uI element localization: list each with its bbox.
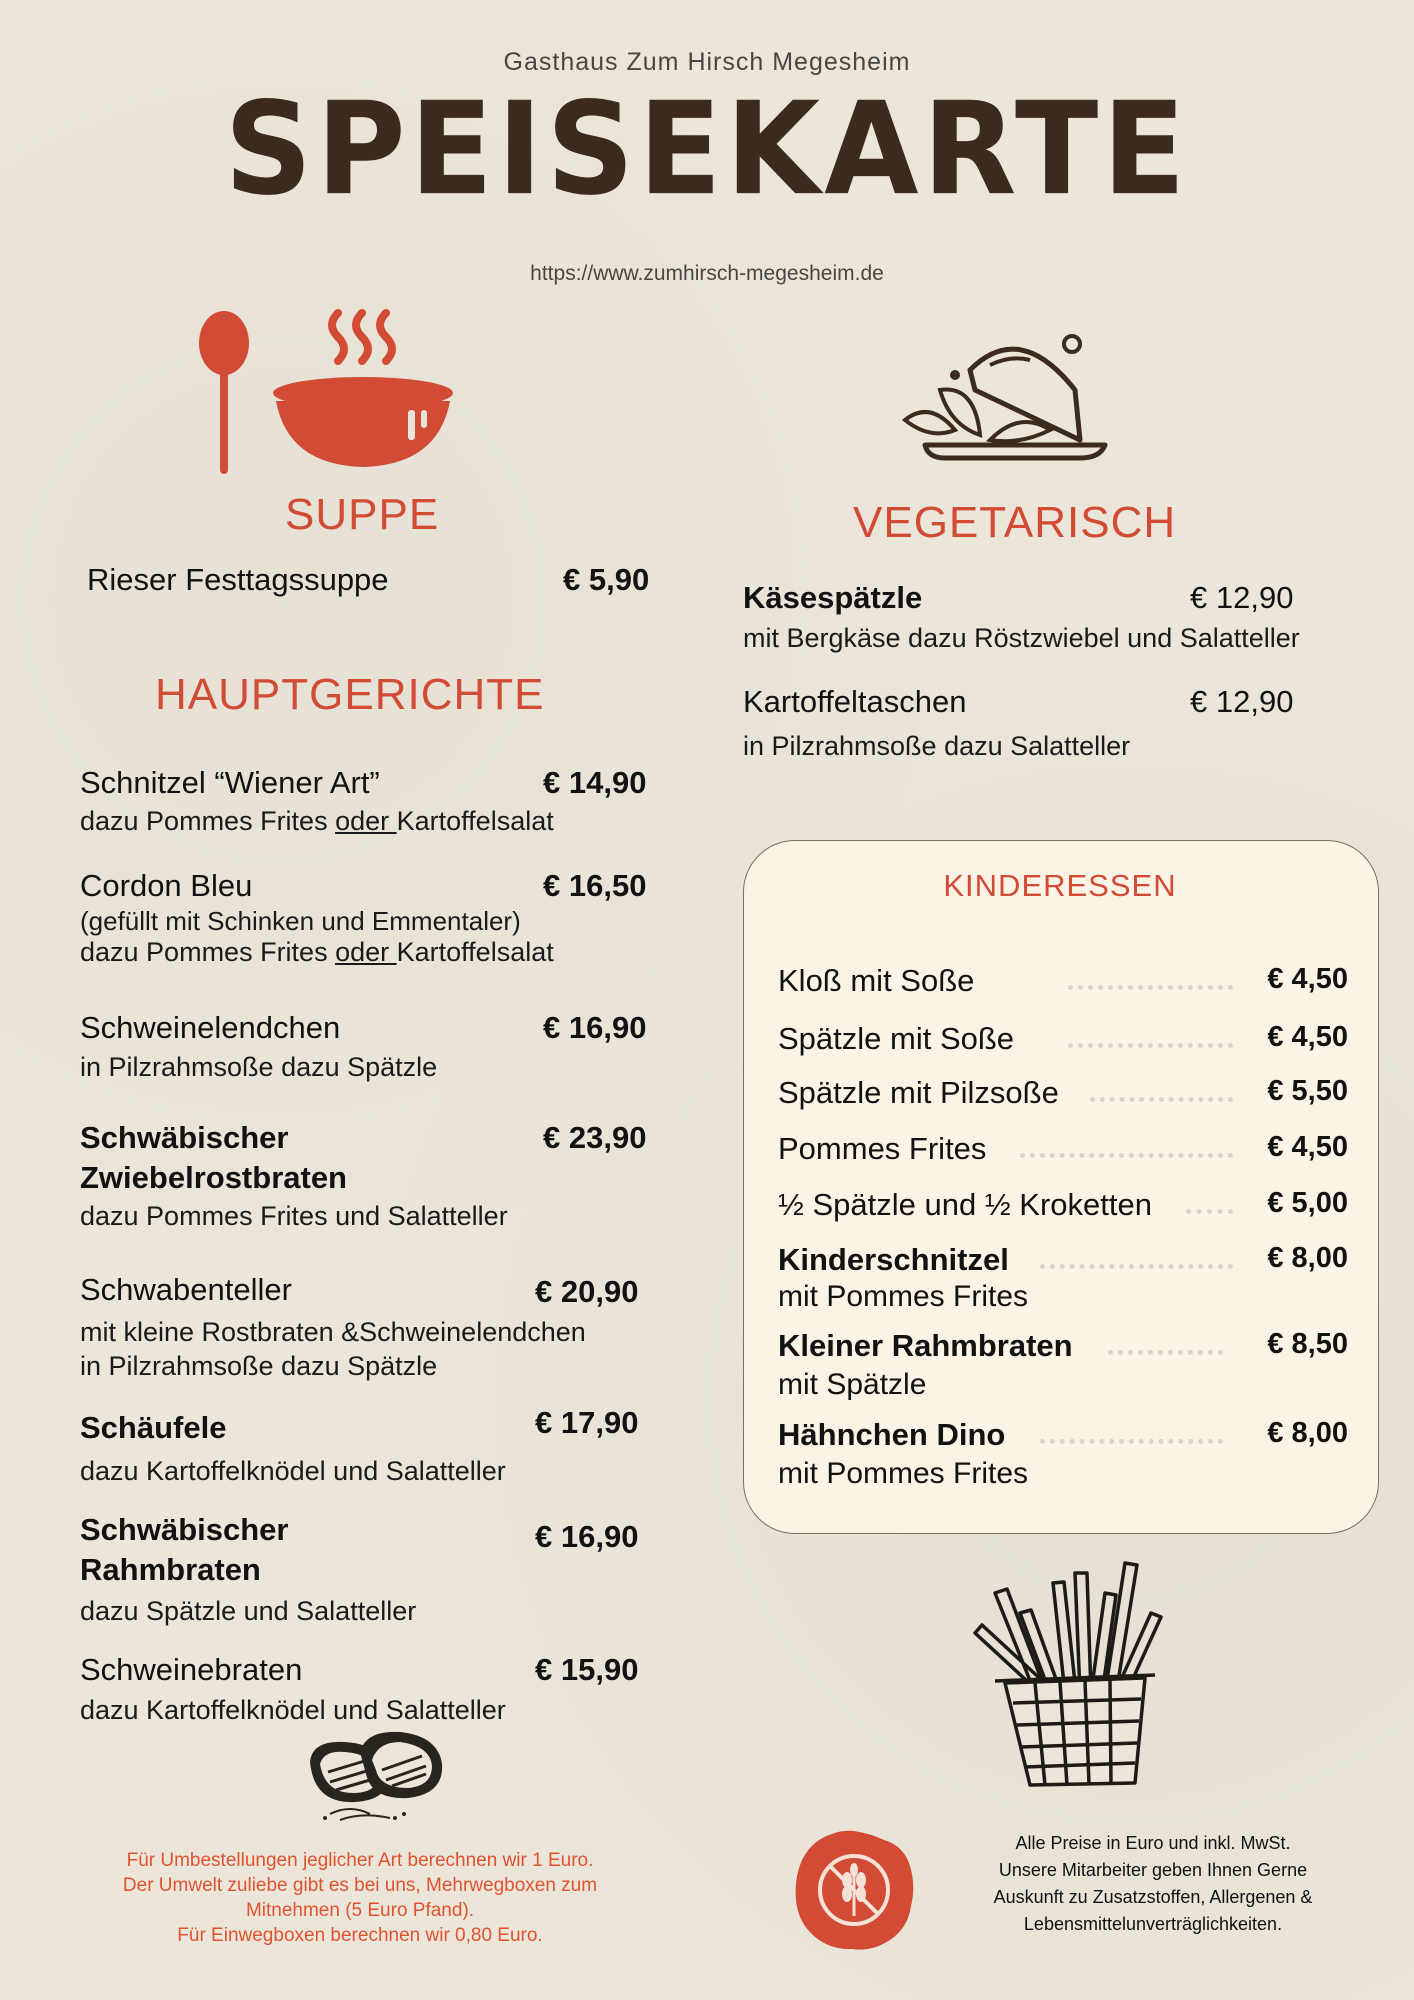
kids-item-name: ½ Spätzle und ½ Kroketten xyxy=(778,1187,1152,1222)
kids-item-name: Kleiner Rahmbraten xyxy=(778,1328,1073,1363)
main-item-name: Schwäbischer xyxy=(80,1120,289,1155)
main-item-name: Schwäbischer xyxy=(80,1512,289,1547)
kids-item-name: Kloß mit Soße xyxy=(778,963,975,998)
main-item-name: Rahmbraten xyxy=(80,1552,261,1587)
main-item-description: dazu Kartoffelknödel und Salatteller xyxy=(80,1456,506,1486)
kids-item-name: Pommes Frites xyxy=(778,1131,987,1166)
kids-item-price: € 5,00 xyxy=(1267,1187,1348,1219)
website-link[interactable]: https://www.zumhirsch-megesheim.de xyxy=(530,262,884,285)
kids-item-name: Spätzle mit Pilzsoße xyxy=(778,1075,1059,1110)
kids-item-name: Kinderschnitzel xyxy=(778,1242,1009,1277)
kids-item xyxy=(778,1328,1348,1362)
spoon-icon xyxy=(195,308,255,478)
main-item-description: (gefüllt mit Schinken und Emmentaler) xyxy=(80,906,521,936)
soup-item-name: Rieser Festtagssuppe xyxy=(87,562,389,597)
main-item-name: Schnitzel “Wiener Art” xyxy=(80,765,380,800)
main-item-description: dazu Kartoffelknödel und Salatteller xyxy=(80,1695,506,1725)
allergen-note: Alle Preise in Euro und inkl. MwSt. Unsere Mitarbeiter geben Ihnen Gerne Auskunft zu Zusatzstoffen, Allergenen & Lebensmittelunverträglichkeiten. xyxy=(993,1833,1313,1934)
soup-bowl-icon xyxy=(268,305,458,475)
main-item-name: Schweinelendchen xyxy=(80,1010,341,1045)
veg-item-name: Kartoffeltaschen xyxy=(743,684,967,719)
kids-item-description: mit Pommes Frites xyxy=(778,1457,1029,1490)
kids-item-name: Spätzle mit Soße xyxy=(778,1021,1015,1056)
main-item-price: € 16,90 xyxy=(535,1519,639,1554)
main-item-description: in Pilzrahmsoße dazu Spätzle xyxy=(80,1351,438,1381)
main-item-description: dazu Pommes Frites oder Kartoffelsalat xyxy=(80,806,554,836)
main-item-name: Schäufele xyxy=(80,1410,227,1445)
kids-item-price: € 4,50 xyxy=(1267,1021,1348,1053)
main-item-price: € 14,90 xyxy=(543,765,647,800)
main-item-description: dazu Spätzle und Salatteller xyxy=(80,1596,417,1626)
page-title: SPEISEKARTE xyxy=(224,74,1190,224)
kids-item-price: € 4,50 xyxy=(1267,963,1348,995)
kids-item xyxy=(778,1021,1348,1055)
kids-item xyxy=(778,1131,1348,1165)
main-item-name: Cordon Bleu xyxy=(80,868,253,903)
section-heading-hauptgerichte: HAUPTGERICHTE xyxy=(155,670,545,719)
soup-item-price: € 5,90 xyxy=(563,562,650,597)
restaurant-name: Gasthaus Zum Hirsch Megesheim xyxy=(503,48,911,76)
main-item-price: € 16,90 xyxy=(543,1010,647,1045)
main-item-description: in Pilzrahmsoße dazu Spätzle xyxy=(80,1052,438,1082)
main-item-price: € 17,90 xyxy=(535,1405,639,1440)
main-item-price: € 16,50 xyxy=(543,868,647,903)
veg-item-name: Käsespätzle xyxy=(743,580,923,615)
main-item-description: dazu Pommes Frites oder Kartoffelsalat xyxy=(80,937,554,967)
main-item-name: Schweinebraten xyxy=(80,1652,303,1687)
kids-item-price: € 8,00 xyxy=(1267,1242,1348,1274)
veg-item-price: € 12,90 xyxy=(1190,580,1294,615)
fries-basket-icon xyxy=(965,1553,1175,1788)
steak-icon xyxy=(300,1722,450,1827)
veg-item-description: in Pilzrahmsoße dazu Salatteller xyxy=(743,731,1131,761)
kids-item xyxy=(778,1187,1348,1221)
cloche-icon xyxy=(900,330,1110,470)
main-item-name: Schwabenteller xyxy=(80,1272,292,1307)
main-item-price: € 23,90 xyxy=(543,1120,647,1155)
veg-item-price: € 12,90 xyxy=(1190,684,1294,719)
kids-item-price: € 5,50 xyxy=(1267,1075,1348,1107)
main-item-name: Zwiebelrostbraten xyxy=(80,1160,347,1195)
gluten-free-seal-icon xyxy=(792,1828,917,1953)
veg-item-description: mit Bergkäse dazu Röstzwiebel und Salatteller xyxy=(743,623,1300,653)
section-heading-vegetarisch: VEGETARISCH xyxy=(853,498,1177,547)
main-item-price: € 15,90 xyxy=(535,1652,639,1687)
section-heading-suppe: SUPPE xyxy=(285,490,440,539)
kids-item-price: € 8,00 xyxy=(1267,1417,1348,1449)
main-item-description: dazu Pommes Frites und Salatteller xyxy=(80,1201,508,1231)
kids-item-description: mit Spätzle xyxy=(778,1368,927,1401)
section-heading-kinderessen: KINDERESSEN xyxy=(943,868,1177,903)
main-item-description: mit kleine Rostbraten &Schweinelendchen xyxy=(80,1317,586,1347)
kids-item xyxy=(778,1242,1348,1276)
kids-item xyxy=(778,963,1348,997)
kids-item xyxy=(778,1075,1348,1109)
main-item-price: € 20,90 xyxy=(535,1274,639,1309)
kids-item xyxy=(778,1417,1348,1451)
kids-item-price: € 8,50 xyxy=(1267,1328,1348,1360)
kids-item-price: € 4,50 xyxy=(1267,1131,1348,1163)
kids-item-description: mit Pommes Frites xyxy=(778,1280,1029,1313)
takeaway-note: Für Umbestellungen jeglicher Art berechnen wir 1 Euro. Der Umwelt zuliebe gibt es bei uns, Mehrwegboxen zum Mitnehmen (5 Euro Pfand). Für Einwegboxen berechnen wir 0,80 Euro. xyxy=(122,1850,598,1946)
kids-item-name: Hähnchen Dino xyxy=(778,1417,1006,1452)
